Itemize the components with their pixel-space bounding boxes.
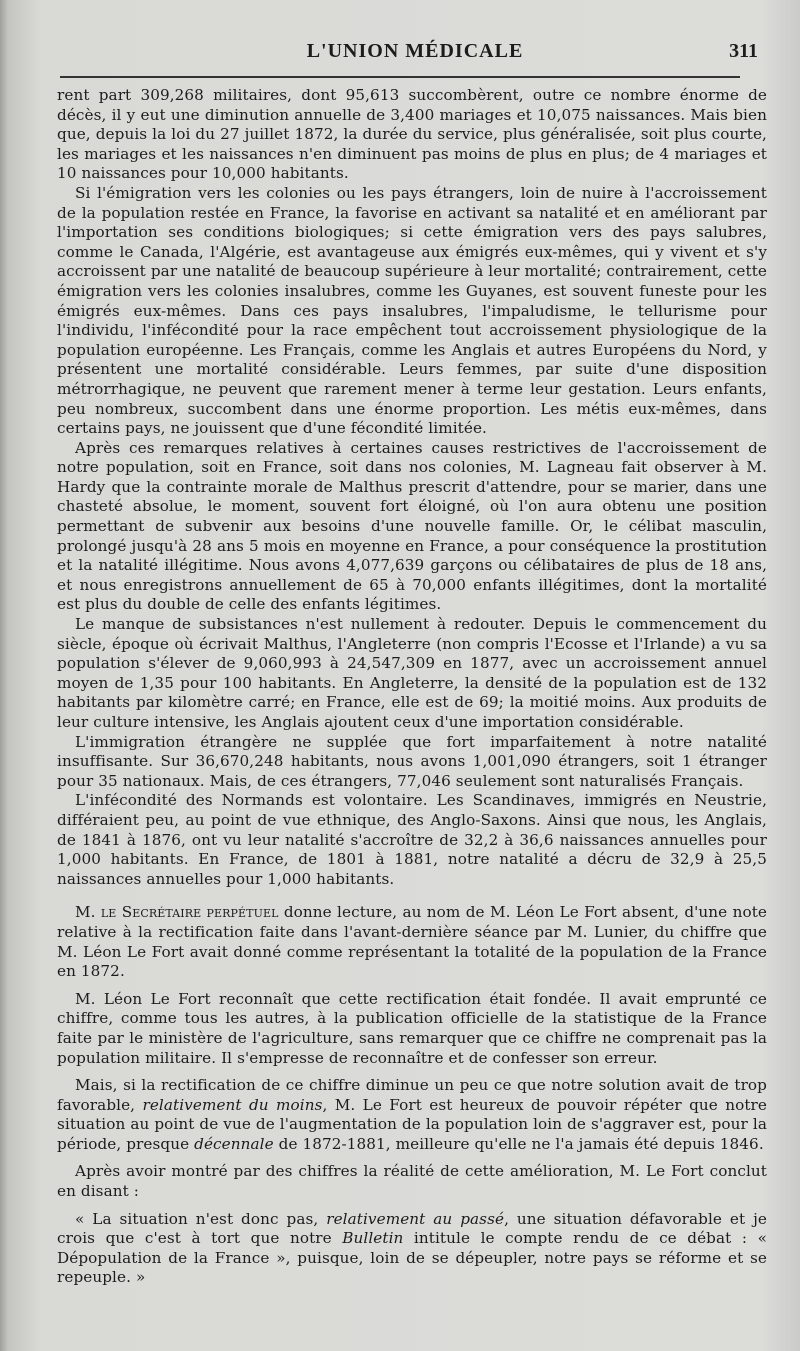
italic-text: décennale	[194, 1134, 274, 1153]
paragraph-text: intitule le compte rendu de ce débat : « Dépopulation de la France », puisque, loin de se dépeupler, notre pays se réforme et se repeuple. »	[57, 1229, 767, 1287]
paragraph-text: « La situation n'est donc pas,	[75, 1209, 327, 1228]
running-title: L'UNION MÉDICALE	[306, 40, 524, 62]
paragraph-text: , une situation défavorable et je crois que c'est à tort que notre	[57, 1209, 767, 1248]
paragraph: Après ces remarques relatives à certaines causes restrictives de l'accroissement de notre population, soit en France, soit dans nos colonies, M. Lagneau fait observer à M. Hardy que la contrainte morale de Malthus prescrit d'attendre, pour se marier, dans une chasteté absolue, le moment, souvent fort éloigné, où l'on aura obtenu une position permettant de subvenir aux besoins d'une nouvelle famille. Or, le célibat masculin, prolongé jusqu'à 28 ans 5 mois en moyenne en France, a pour conséquence la prostitution et la natalité illégitime. Nous avons 4,077,639 garçons ou célibataires de plus de 18 ans, et nous enregistrons annuellement de 65 à 70,000 enfants illégitimes, dont la mortalité est plus du double de celle des enfants légitimes.	[57, 438, 767, 614]
italic-text: relativement du moins	[142, 1095, 323, 1114]
paragraph: L'immigration étrangère ne supplée que fort imparfaitement à notre natalité insuffisante. Sur 36,670,248 habitants, nous avons 1,001,090 étrangers, soit 1 étranger pour 35 nationaux. Mais, de ces étrangers, 77,046 seulement sont naturalisés Français.	[57, 732, 767, 790]
paragraph-text: de 1872-1881, meilleure qu'elle ne l'a jamais été depuis 1846.	[273, 1134, 764, 1153]
paragraph	[57, 1076, 767, 1154]
paragraph: L'infécondité des Normands est volontaire. Les Scandinaves, immigrés en Neustrie, différaient peu, au point de vue ethnique, des Anglo-Saxons. Ainsi que nous, les Anglais, de 1841 à 1876, ont vu leur natalité s'accroître de 32,2 à 36,6 naissances annuelles pour 1,000 habitants. En France, de 1801 à 1881, notre natalité a décru de 32,9 à 25,5 naissances annuelles pour 1,000 habitants.	[57, 791, 767, 888]
header-rule	[60, 76, 740, 78]
paragraph: Le manque de subsistances n'est nullement à redouter. Depuis le commencement du siècle, époque où écrivait Malthus, l'Angleterre (non compris l'Ecosse et l'Irlande) a vu sa population s'élever de 9,060,993 à 24,547,309 en 1877, avec un accroissement annuel moyen de 1,35 pour 100 habitants. En Angleterre, la densité de la population est de 132 habitants par kilomètre carré; en France, elle est de 69; la moitié moins. Aux produits de leur culture intensive, les Anglais ajoutent ceux d'une importation considérable.	[57, 615, 767, 731]
page-header	[60, 40, 770, 68]
paragraph-text: , M. Le Fort est heureux de pouvoir répéter que notre situation au point de vue de l'augmentation de la population loin de s'aggraver est, pour la période, presque	[57, 1095, 767, 1153]
paragraph	[57, 1210, 767, 1288]
page-number: 311	[729, 40, 758, 62]
italic-text: Bulletin	[342, 1229, 404, 1248]
paragraph: M. Léon Le Fort reconnaît que cette rectification était fondée. Il avait emprunté ce chiffre, comme tous les autres, à la publication officielle de la statistique de la France faite par le ministère de l'agriculture, sans remarquer que ce chiffre ne comprenait pas la population militaire. Il s'empresse de reconnaître et de confesser son erreur.	[57, 989, 767, 1067]
paragraph	[57, 903, 767, 981]
paragraph: Si l'émigration vers les colonies ou les pays étrangers, loin de nuire à l'accroissement de la population restée en France, la favorise en activant sa natalité et en améliorant par l'importation ses conditions biologiques; si cette émigration vers des pays salubres, comme le Canada, l'Algérie, est avantageuse aux émigrés eux-mêmes, qui y vivent et s'y accroissent par une natalité de beaucoup supérieure à leur mortalité; contrairement, cette émigration vers les colonies insalubres, comme les Guyanes, est souvent funeste pour les émigrés eux-mêmes. Dans ces pays insalubres, l'impaludisme, le tellurisme pour l'individu, l'infécondité pour la race empêchent tout accroissement physiologique de la population européenne. Les Français, comme les Anglais et autres Européens du Nord, y présentent une mortalité considérable. Leurs femmes, par suite d'une disposition métrorrhagique, ne peuvent que rarement mener à terme leur gestation. Leurs enfants, peu nombreux, succombent dans une énorme proportion. Les métis eux-mêmes, dans certains pays, ne jouissent que d'une fécondité limitée.	[57, 183, 767, 438]
speaker-label: M. le Secrétaire perpétuel	[75, 903, 279, 922]
paragraph-text: Mais, si la rectification de ce chiffre diminue un peu ce que notre solution avait de trop favorable,	[57, 1076, 767, 1114]
italic-text: relativement au passé	[326, 1209, 505, 1228]
body-text	[57, 86, 767, 1288]
paragraph-text: donne lecture, au nom de M. Léon Le Fort absent, d'une note relative à la rectification faite dans l'avant-dernière séance par M. Lunier, du chiffre que M. Léon Le Fort avait donné comme représentant la totalité de la population de la France en 1872.	[57, 903, 767, 981]
paragraph: Après avoir montré par des chiffres la réalité de cette amélioration, M. Le Fort conclut en disant :	[57, 1162, 767, 1201]
paragraph: rent part 309,268 militaires, dont 95,613 succombèrent, outre ce nombre énorme de décès, il y eut une diminution annuelle de 3,400 mariages et 10,075 naissances. Mais bien que, depuis la loi du 27 juillet 1872, la durée du service, plus généralisée, soit plus courte, les mariages et les naissances n'en diminuent pas moins de plus en plus; de 4 mariages et 10 naissances pour 10,000 habitants.	[57, 86, 767, 183]
